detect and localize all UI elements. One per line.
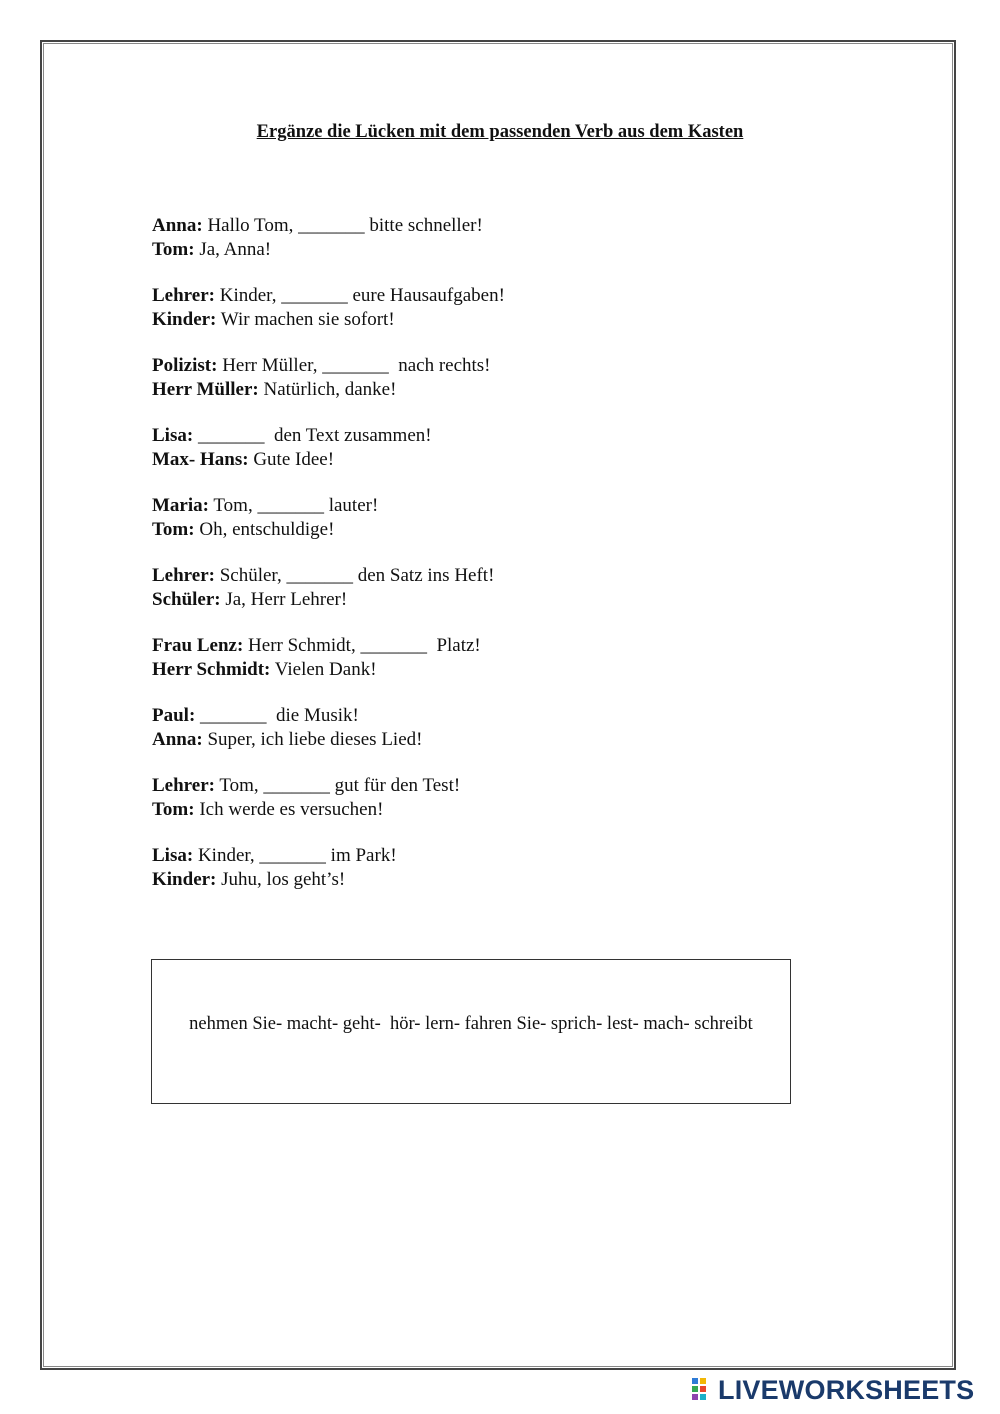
line-text: Oh, entschuldige! xyxy=(194,518,335,540)
line-text: Super, ich liebe dieses Lied! xyxy=(202,728,423,750)
dialogue-list xyxy=(152,214,792,914)
speaker-label: Schüler: xyxy=(152,588,221,610)
line-text: Schüler, _______ den Satz ins Heft! xyxy=(214,565,495,586)
dialogue-5 xyxy=(152,494,792,541)
dialogue-line xyxy=(152,658,792,682)
speaker-label: Maria: xyxy=(152,495,209,516)
line-text: Ja, Anna! xyxy=(194,238,272,260)
verb-list: nehmen Sie- macht- geht- hör- lern- fahren Sie- sprich- lest- mach- schreibt xyxy=(189,1014,753,1034)
speaker-label: Paul: xyxy=(152,705,196,726)
dialogue-line xyxy=(152,518,792,542)
speaker-label: Anna: xyxy=(152,728,203,750)
dialogue-8 xyxy=(152,704,792,751)
dialogue-line xyxy=(152,564,792,588)
liveworksheets-logo xyxy=(692,1374,974,1406)
line-text: Tom, _______ lauter! xyxy=(208,495,379,516)
line-text: Ja, Herr Lehrer! xyxy=(220,588,348,610)
dialogue-1 xyxy=(152,214,792,261)
speaker-label: Tom: xyxy=(152,238,195,260)
line-text: Wir machen sie sofort! xyxy=(216,308,395,330)
logo-text: LIVEWORKSHEETS xyxy=(718,1374,975,1405)
line-text: Kinder, _______ eure Hausaufgaben! xyxy=(214,285,505,306)
speaker-label: Polizist: xyxy=(152,355,218,376)
dialogue-line xyxy=(152,798,792,822)
speaker-label: Frau Lenz: xyxy=(152,635,244,656)
dialogue-3 xyxy=(152,354,792,401)
speaker-label: Lisa: xyxy=(152,845,194,866)
dialogue-line xyxy=(152,378,792,402)
dialogue-line xyxy=(152,354,792,378)
dialogue-line xyxy=(152,494,792,518)
line-text: _______ die Musik! xyxy=(195,705,359,726)
dialogue-4 xyxy=(152,424,792,471)
speaker-label: Herr Müller: xyxy=(152,378,259,400)
dialogue-line xyxy=(152,774,792,798)
liveworksheets-logo-icon xyxy=(692,1378,714,1402)
dialogue-6 xyxy=(152,564,792,611)
line-text: Herr Schmidt, _______ Platz! xyxy=(243,635,481,656)
dialogue-10 xyxy=(152,844,792,891)
dialogue-line xyxy=(152,214,792,238)
speaker-label: Herr Schmidt: xyxy=(152,658,271,680)
dialogue-line xyxy=(152,704,792,728)
dialogue-line xyxy=(152,424,792,448)
speaker-label: Kinder: xyxy=(152,868,217,890)
line-text: Gute Idee! xyxy=(248,448,335,470)
speaker-label: Lehrer: xyxy=(152,565,215,586)
line-text: Tom, _______ gut für den Test! xyxy=(214,775,461,796)
line-text: Ich werde es versuchen! xyxy=(194,798,384,820)
dialogue-line xyxy=(152,634,792,658)
dialogue-line xyxy=(152,284,792,308)
speaker-label: Max- Hans: xyxy=(152,448,249,470)
dialogue-line xyxy=(152,448,792,472)
line-text: Herr Müller, _______ nach rechts! xyxy=(217,355,491,376)
dialogue-line xyxy=(152,868,792,892)
dialogue-line xyxy=(152,588,792,612)
dialogue-7 xyxy=(152,634,792,681)
speaker-label: Tom: xyxy=(152,798,195,820)
speaker-label: Lehrer: xyxy=(152,285,215,306)
dialogue-line xyxy=(152,308,792,332)
line-text: Kinder, _______ im Park! xyxy=(193,845,397,866)
line-text: Natürlich, danke! xyxy=(258,378,397,400)
speaker-label: Lehrer: xyxy=(152,775,215,796)
verb-box xyxy=(151,959,791,1104)
worksheet-title: Ergänze die Lücken mit dem passenden Verb aus dem Kasten xyxy=(256,122,744,142)
dialogue-2 xyxy=(152,284,792,331)
dialogue-9 xyxy=(152,774,792,821)
speaker-label: Tom: xyxy=(152,518,195,540)
speaker-label: Kinder: xyxy=(152,308,217,330)
speaker-label: Lisa: xyxy=(152,425,194,446)
dialogue-line xyxy=(152,844,792,868)
line-text: Vielen Dank! xyxy=(270,658,377,680)
dialogue-line xyxy=(152,238,792,262)
dialogue-line xyxy=(152,728,792,752)
speaker-label: Anna: xyxy=(152,215,203,236)
line-text: _______ den Text zusammen! xyxy=(193,425,432,446)
line-text: Juhu, los geht’s! xyxy=(216,868,346,890)
line-text: Hallo Tom, _______ bitte schneller! xyxy=(202,215,483,236)
